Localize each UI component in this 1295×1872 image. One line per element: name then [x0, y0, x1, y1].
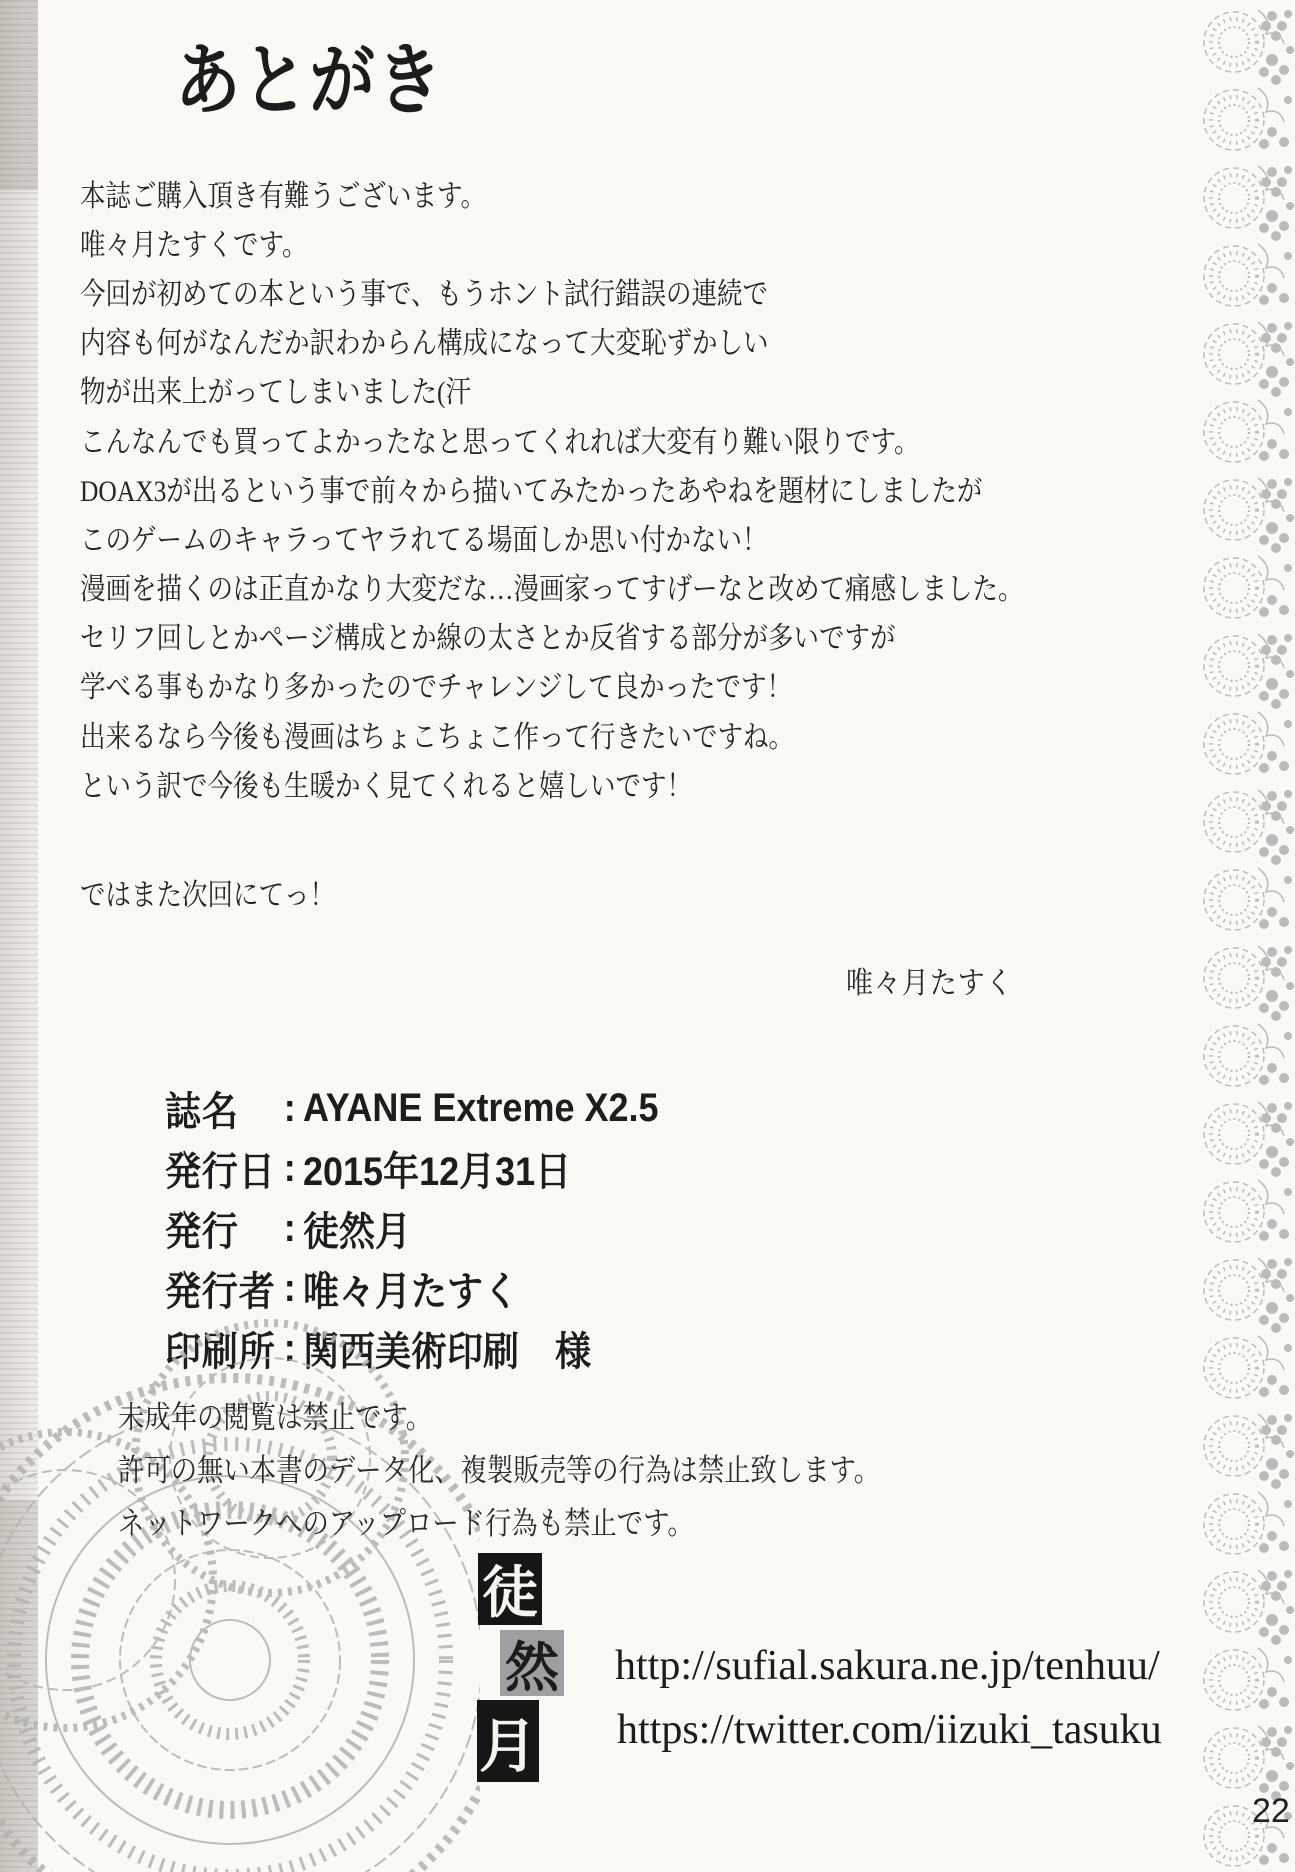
afterword-line: セリフ回しとかページ構成とか線の太さとか反省する部分が多いですが: [80, 622, 896, 656]
notice-line: 未成年の閲覧は禁止です。: [118, 1400, 433, 1435]
colophon-value: AYANE Extreme X2.5: [302, 1085, 659, 1130]
colophon-row: [165, 1138, 659, 1198]
afterword-line: こんなんでも買ってよかったなと思ってくれれば大変有り難い限りです。: [80, 425, 920, 459]
colophon-row: [165, 1198, 659, 1258]
colophon-separator: :: [283, 1205, 296, 1250]
afterword-line: 内容も何がなんだか訳わからん構成になって大変恥ずかしい: [80, 327, 769, 361]
website-url: http://sufial.sakura.ne.jp/tenhuu/: [615, 1643, 1160, 1689]
lace-border-ornament: [1200, 0, 1295, 1872]
afterword-line: このゲームのキャラってヤラれてる場面しか思い付かない！: [80, 523, 768, 557]
colophon-separator: :: [283, 1325, 296, 1370]
page-number: 22: [1252, 1792, 1290, 1830]
afterword-line: 出来るなら今後も漫画はちょこちょこ作って行きたいですね。: [80, 720, 794, 754]
afterword-line: 物が出来上がってしまいました(汗: [80, 376, 471, 410]
notice-line: 許可の無い本書のデータ化、複製販売等の行為は禁止致します。: [118, 1453, 881, 1488]
colophon-value: 関西美術印刷 様: [302, 1329, 591, 1374]
afterword-line: 学べる事もかなり多かったのでチャレンジして良かったです！: [80, 671, 792, 705]
colophon-label: 印刷所: [165, 1329, 276, 1374]
colophon-row: [165, 1258, 659, 1318]
afterword-line: 今回が初めての本という事で、もうホント試行錯誤の連続で: [80, 277, 768, 311]
twitter-url: https://twitter.com/iizuki_tasuku: [617, 1707, 1162, 1753]
closing-line: ではまた次回にてっ！: [80, 879, 335, 912]
colophon-label: 発行: [165, 1209, 239, 1254]
afterword-line: 本誌ご購入頂き有難うございます。: [80, 179, 486, 213]
logo-char-block: 然: [500, 1630, 564, 1696]
colophon-row: [165, 1078, 659, 1138]
author-signature: 唯々月たすく: [846, 967, 1014, 1000]
logo-char-block: 徒: [478, 1553, 542, 1625]
colophon-label: 発行者: [165, 1269, 276, 1314]
colophon-value: 2015年12月31日: [302, 1149, 572, 1194]
afterword-body: [80, 168, 1190, 807]
colophon-separator: :: [283, 1085, 296, 1130]
afterword-line: 唯々月たすくです。: [80, 228, 308, 262]
logo-char-block: 月: [477, 1700, 539, 1782]
colophon-separator: :: [283, 1265, 296, 1310]
colophon-label: 誌名: [165, 1089, 239, 1134]
colophon-value: 徒然月: [302, 1209, 411, 1254]
colophon-label: 発行日: [165, 1149, 276, 1194]
afterword-line: DOAX3が出るという事で前々から描いてみたかったあやねを題材にしましたが: [80, 474, 983, 508]
colophon-separator: :: [283, 1145, 296, 1190]
notice-line: ネットワークへのアップロード行為も禁止です。: [118, 1506, 694, 1541]
page-title: あとがき: [175, 36, 444, 124]
afterword-line: 漫画を描くのは正直かなり大変だな…漫画家ってすげーなと改めて痛感しました。: [80, 573, 1024, 607]
afterword-line: という訳で今後も生暖かく見てくれると嬉しいです！: [80, 769, 692, 803]
colophon-value: 唯々月たすく: [302, 1269, 519, 1314]
legal-notices: [118, 1388, 1015, 1547]
